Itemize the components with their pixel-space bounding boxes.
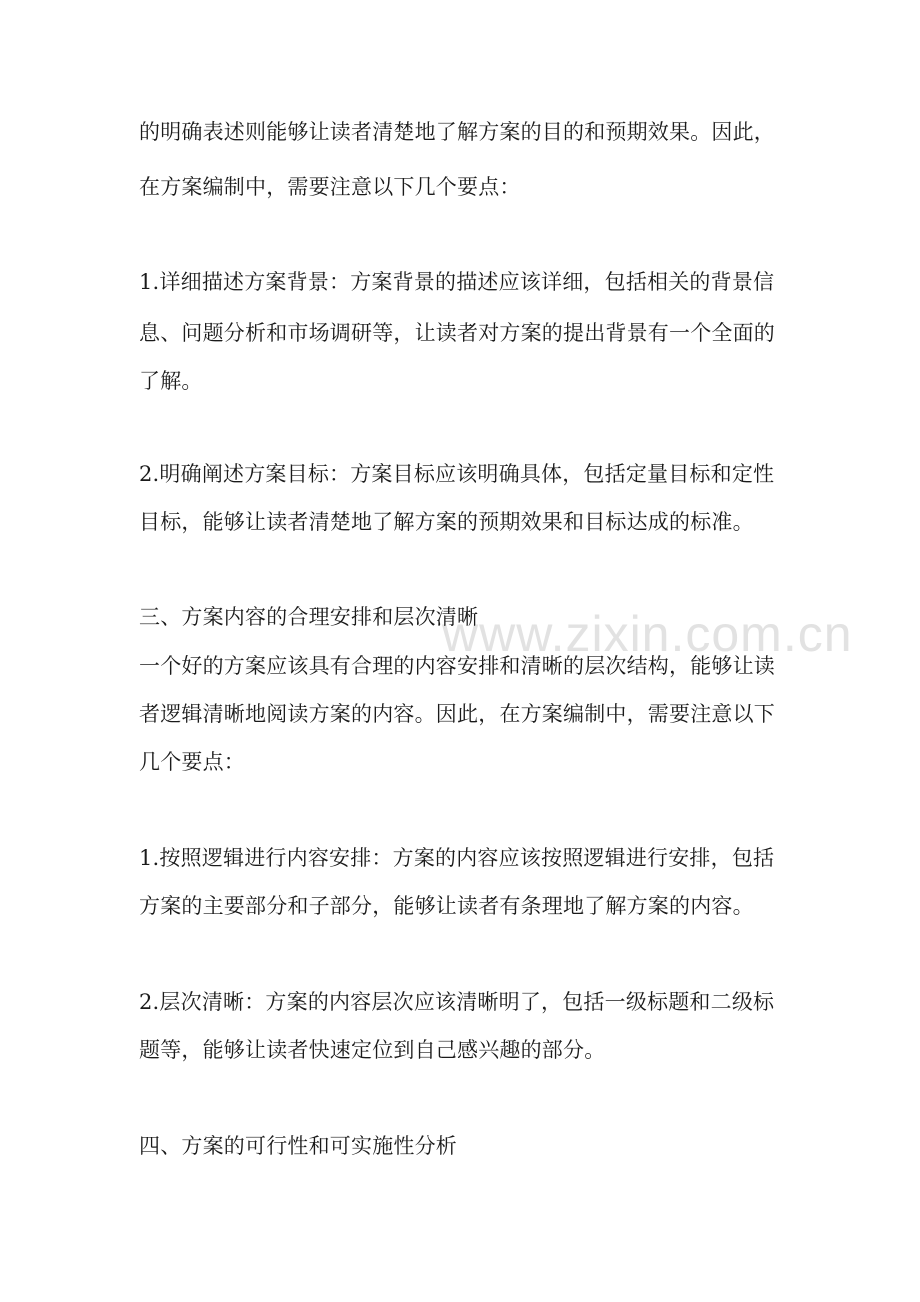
list-item-line: 息、问题分析和市场调研等，让读者对方案的提出背景有一个全面的 [139,321,775,345]
paragraph-line: 者逻辑清晰地阅读方案的内容。因此，在方案编制中，需要注意以下 [139,702,775,726]
paragraph-line: 的明确表述则能够让读者清楚地了解方案的目的和预期效果。因此， [139,120,775,144]
paragraph-line: 几个要点： [139,750,245,774]
list-item-line: 方案的主要部分和子部分，能够让读者有条理地了解方案的内容。 [139,894,754,918]
paragraph-line: 一个好的方案应该具有合理的内容安排和清晰的层次结构，能够让读 [139,654,775,678]
list-item-line: 目标，能够让读者清楚地了解方案的预期效果和目标达成的标准。 [139,510,754,534]
section-heading: 三、方案内容的合理安排和层次清晰 [139,605,479,629]
list-item-line: 2.层次清晰：方案的内容层次应该清晰明了，包括一级标题和二级标 [139,990,775,1014]
paragraph-line: 在方案编制中，需要注意以下几个要点： [139,175,521,199]
list-item-line: 1.详细描述方案背景：方案背景的描述应该详细，包括相关的背景信 [139,270,775,294]
list-item-line: 2.明确阐述方案目标：方案目标应该明确具体，包括定量目标和定性 [139,462,775,486]
list-item-line: 了解。 [139,369,203,393]
list-item-line: 题等，能够让读者快速定位到自己感兴趣的部分。 [139,1038,606,1062]
section-heading: 四、方案的可行性和可实施性分析 [139,1134,457,1158]
list-item-line: 1.按照逻辑进行内容安排：方案的内容应该按照逻辑进行安排，包括 [139,846,775,870]
watermark: www.zixin.com.cn [442,606,853,662]
